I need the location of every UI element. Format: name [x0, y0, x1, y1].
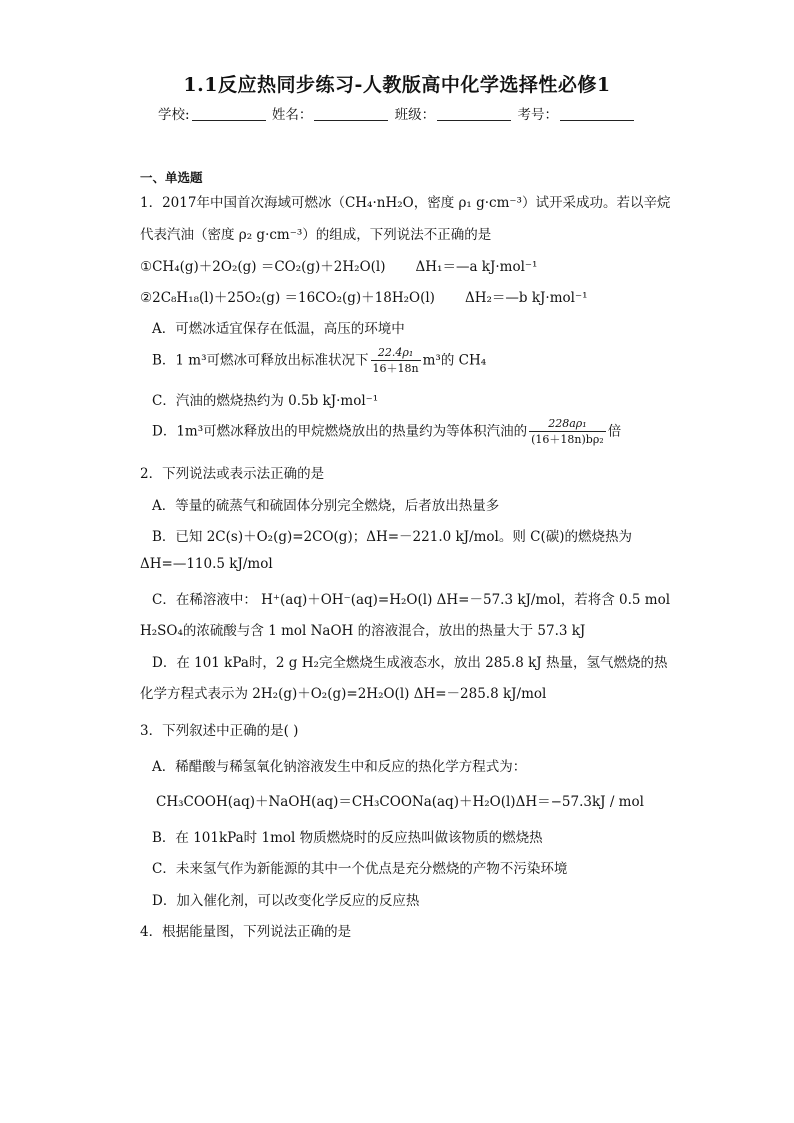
- q1-option-d-pre: D．1m³可燃冰释放出的甲烷燃烧放出的热量约为等体积汽油的: [152, 423, 528, 440]
- q1-option-d-fraction: [529, 417, 606, 447]
- q1-stem-line2: 代表汽油（密度 ρ₂ g·cm⁻³）的组成，下列说法不正确的是: [140, 227, 492, 243]
- q2-option-b-line1: B．已知 2C(s)＋O₂(g)=2CO(g)；ΔH=－221.0 kJ/mol。则 C(碳)的燃烧热为: [152, 529, 633, 545]
- q3-option-c: C．未来氢气作为新能源的其中一个优点是充分燃烧的产物不污染环境: [152, 861, 568, 877]
- q2-option-a: A．等量的硫蒸气和硫固体分别完全燃烧，后者放出热量多: [152, 498, 500, 514]
- q2-stem: 2．下列说法或表示法正确的是: [140, 466, 325, 482]
- q1-option-b-post: m³的 CH₄: [422, 352, 487, 369]
- class-label: 班级：: [394, 107, 436, 123]
- q2-option-b-line2: ΔH=—110.5 kJ/mol: [140, 556, 273, 572]
- q1-eq1-left: ①CH₄(g)＋2O₂(g) ＝CO₂(g)＋2H₂O(l): [140, 259, 386, 275]
- q1-eq2-right: ΔH₂＝—b kJ·mol⁻¹: [464, 290, 588, 306]
- q2-option-d-line1: D．在 101 kPa时，2 g H₂完全燃烧生成液态水，放出 285.8 kJ 热量，氢气燃烧的热: [152, 655, 668, 671]
- section-heading: 一、单选题: [140, 170, 203, 185]
- q1-stem-line1: 1．2017年中国首次海域可燃冰（CH₄·nH₂O，密度 ρ₁ g·cm⁻³）试开采成功。若以辛烷: [140, 195, 671, 211]
- q1-option-d-denominator: (16＋18n)bρ₂: [531, 433, 604, 446]
- q2-option-c-line1: C．在稀溶液中： H⁺(aq)＋OH⁻(aq)=H₂O(l) ΔH=－57.3 kJ/mol，若将含 0.5 mol: [152, 592, 671, 608]
- q2-option-d-line2: 化学方程式表示为 2H₂(g)＋O₂(g)=2H₂O(l) ΔH=－285.8 kJ/mol: [140, 686, 547, 702]
- q1-eq1-right: ΔH₁＝—a kJ·mol⁻¹: [415, 259, 538, 275]
- page-title: 1.1反应热同步练习-人教版高中化学选择性必修1: [183, 74, 611, 96]
- q3-stem: 3．下列叙述中正确的是( ): [140, 723, 299, 739]
- q1-option-a: A．可燃冰适宜保存在低温，高压的环境中: [152, 321, 405, 337]
- q1-option-b-numerator: 22.4ρ₁: [371, 346, 421, 361]
- q1-option-d-numerator: 228aρ₁: [529, 417, 606, 432]
- name-label: 姓名：: [271, 107, 313, 123]
- q1-option-d-post: 倍: [607, 423, 622, 440]
- q1-option-b-fraction: [371, 346, 421, 376]
- class-blank: [437, 108, 511, 121]
- exam-no-blank: [560, 108, 634, 121]
- q3-option-a-line1: A．稀醋酸与稀氢氧化钠溶液发生中和反应的热化学方程式为：: [152, 759, 527, 775]
- q4-stem: 4．根据能量图，下列说法正确的是: [140, 924, 352, 940]
- q1-option-d: [152, 417, 621, 447]
- name-blank: [314, 108, 388, 121]
- q1-equation-2: [140, 286, 588, 306]
- school-blank: [192, 108, 266, 121]
- q3-option-b: B．在 101kPa时 1mol 物质燃烧时的反应热叫做该物质的燃烧热: [152, 830, 543, 846]
- student-info-row: [0, 103, 794, 123]
- q1-equation-1: [140, 255, 537, 275]
- q1-option-b-pre: B．1 m³可燃冰可释放出标准状况下: [152, 352, 369, 369]
- exam-no-label: 考号：: [517, 107, 558, 123]
- q3-option-d: D．加入催化剂，可以改变化学反应的反应热: [152, 893, 420, 909]
- q2-option-c-line2: H₂SO₄的浓硫酸与含 1 mol NaOH 的溶液混合，放出的热量大于 57.3 kJ: [140, 623, 586, 639]
- q1-option-b-denominator: 16＋18n: [372, 362, 419, 375]
- q1-eq2-left: ②2C₈H₁₈(l)＋25O₂(g) ＝16CO₂(g)＋18H₂O(l): [140, 290, 435, 306]
- q1-option-b: [152, 346, 486, 376]
- q3-option-a-equation: CH₃COOH(aq)＋NaOH(aq)＝CH₃COONa(aq)＋H₂O(l)ΔH＝−57.3kJ / mol: [156, 794, 644, 810]
- q1-option-c: C．汽油的燃烧热约为 0.5b kJ·mol⁻¹: [152, 393, 379, 409]
- school-label: 学校:: [158, 107, 190, 123]
